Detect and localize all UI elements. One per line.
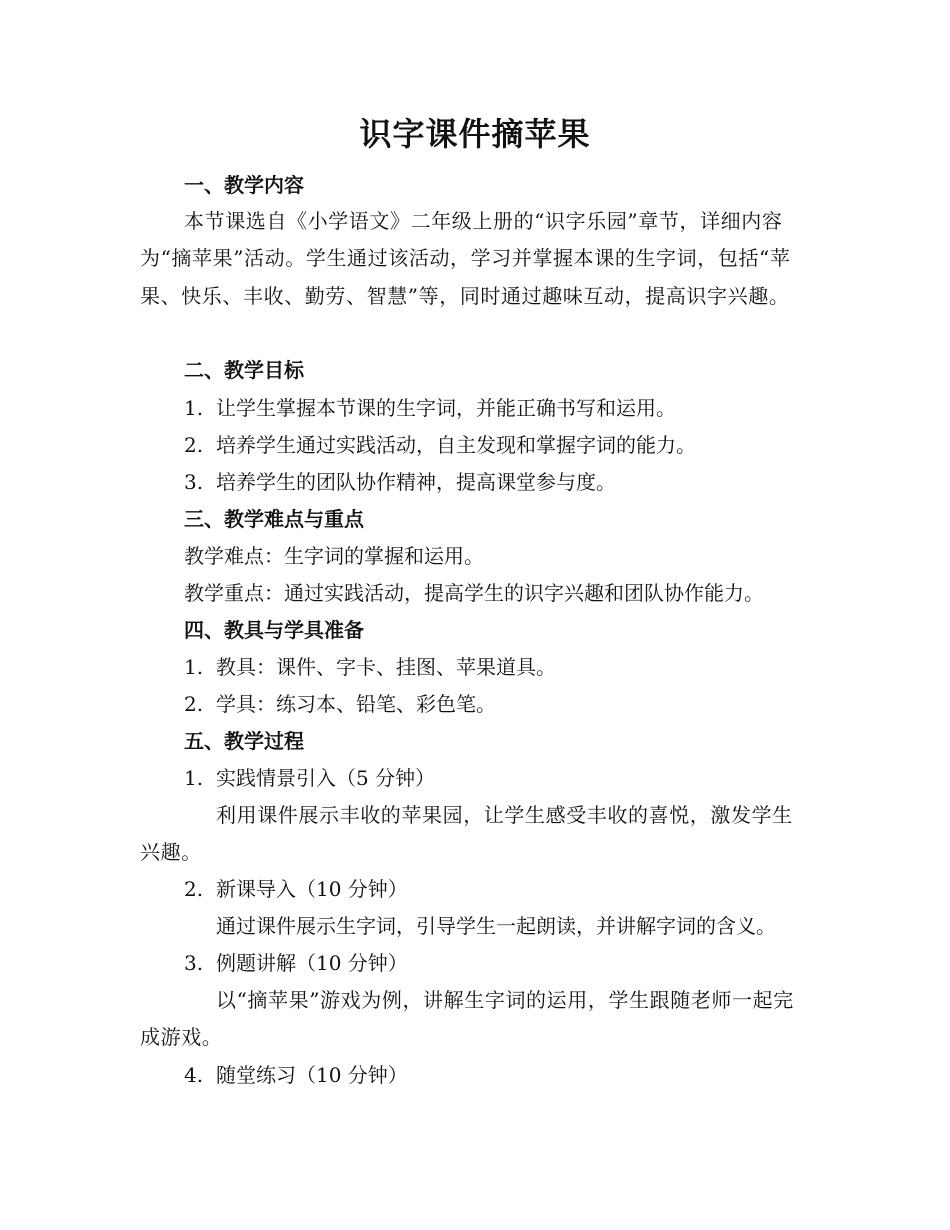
- process-step-description: 通过课件展示生字词，引导学生一起朗读，并讲解字词的含义。: [216, 914, 776, 938]
- section-heading-teaching-content: 一、教学内容: [184, 173, 304, 197]
- section-heading-teaching-goals: 二、教学目标: [184, 358, 304, 382]
- process-step-title-text: 例题讲解（10 分钟）: [216, 951, 408, 975]
- process-step-number: 3.: [184, 951, 204, 975]
- process-step-title: [184, 1061, 408, 1089]
- process-step-number: 2.: [184, 877, 204, 901]
- process-step-number: 4.: [184, 1063, 204, 1087]
- process-step-title-text: 实践情景引入（5 分钟）: [216, 766, 436, 790]
- goal-item: [184, 431, 696, 459]
- process-step-title: [184, 764, 435, 792]
- process-step-title-text: 随堂练习（10 分钟）: [216, 1063, 408, 1087]
- goal-item: [184, 468, 616, 496]
- process-step-title-text: 新课导入（10 分钟）: [216, 877, 408, 901]
- section-heading-materials: 四、教具与学具准备: [184, 618, 364, 642]
- process-step-description: 利用课件展示丰收的苹果园，让学生感受丰收的喜悦，激发学生兴趣。: [140, 803, 793, 865]
- section-heading-teaching-process: 五、教学过程: [184, 729, 304, 753]
- goal-item-number: 1.: [184, 396, 204, 420]
- goal-item-number: 2.: [184, 433, 204, 457]
- material-item: [184, 653, 556, 681]
- goal-item: [184, 394, 676, 422]
- process-step-title: [184, 875, 408, 903]
- material-item-text: 学具：练习本、铅笔、彩色笔。: [216, 692, 496, 716]
- material-item-number: 2.: [184, 692, 204, 716]
- teaching-difficulty: 教学难点：生字词的掌握和运用。: [184, 544, 484, 568]
- section-heading-difficulty-focus: 三、教学难点与重点: [184, 507, 364, 531]
- teaching-focus: 教学重点：通过实践活动，提高学生的识字兴趣和团队协作能力。: [184, 581, 764, 605]
- material-item-text: 教具：课件、字卡、挂图、苹果道具。: [216, 655, 556, 679]
- process-step-title: [184, 949, 408, 977]
- process-step-number: 1.: [184, 766, 204, 790]
- process-step-description: 以“摘苹果”游戏为例，讲解生字词的运用，学生跟随老师一起完成游戏。: [140, 988, 794, 1050]
- goal-item-text: 让学生掌握本节课的生字词，并能正确书写和运用。: [216, 396, 676, 420]
- material-item: [184, 690, 496, 718]
- document-title: 识字课件摘苹果: [359, 115, 591, 153]
- goal-item-text: 培养学生通过实践活动，自主发现和掌握字词的能力。: [216, 433, 696, 457]
- material-item-number: 1.: [184, 655, 204, 679]
- teaching-content-paragraph: 本节课选自《小学语文》二年级上册的“识字乐园”章节，详细内容为“摘苹果”活动。学生通过该活动，学习并掌握本课的生字词，包括“苹果、快乐、丰收、勤劳、智慧”等，同时通过趣味互动，提高识字兴趣。: [140, 209, 791, 308]
- goal-item-text: 培养学生的团队协作精神，提高课堂参与度。: [216, 470, 616, 494]
- goal-item-number: 3.: [184, 470, 204, 494]
